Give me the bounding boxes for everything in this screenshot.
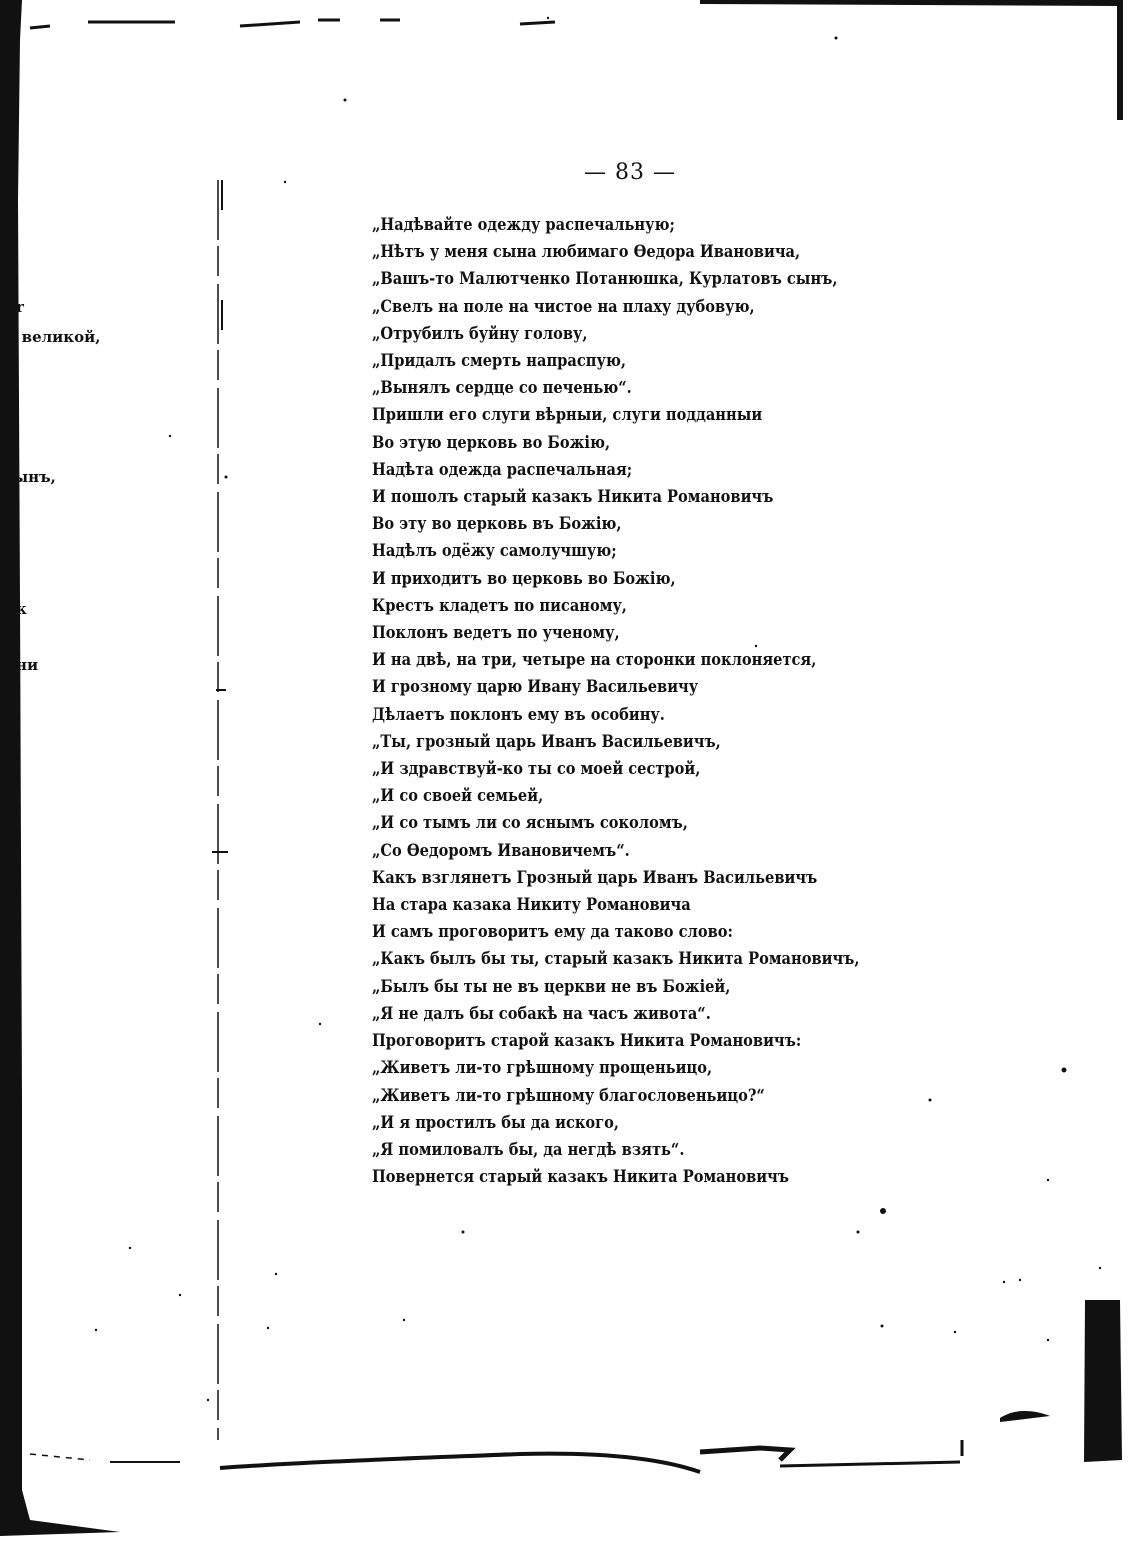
margin-fragment: к [16, 600, 27, 618]
poem-line: „Отрубилъ буйну голову, [372, 323, 588, 344]
poem-line: „Какъ былъ бы ты, старый казакъ Никита Романовичъ, [372, 949, 860, 970]
poem-line: „Живетъ ли-то грѣшному благословеньицо?“ [372, 1085, 765, 1106]
poem-line: „И здравствуй-ко ты со моей сестрой, [372, 759, 701, 780]
bottom-right-blot [1000, 1411, 1050, 1422]
poem-line: Надѣлъ одёжу самолучшую; [372, 541, 617, 562]
fold-line [212, 180, 228, 1440]
poem-line: „И со тымъ ли со яснымъ соколомъ, [372, 813, 688, 834]
poem-line: „Былъ бы ты не въ церкви не въ Божіей, [372, 976, 731, 997]
poem-line: „Вынялъ сердце со печенью“. [372, 378, 632, 399]
poem-line: „Живетъ ли-то грѣшному прощеньицо, [372, 1058, 713, 1079]
poem-line: И грозному царю Ивану Васильевичу [372, 677, 699, 698]
poem-text [372, 212, 932, 1191]
poem-line: И на двѣ, на три, четыре на сторонки поклоняется, [372, 650, 817, 671]
poem-line: Во эту во церковь въ Божію, [372, 514, 622, 535]
poem-line: „Нѣтъ у меня сына любимаго Өедора Ивановича, [372, 242, 801, 263]
poem-line: Повернется старый казакъ Никита Романовичъ [372, 1167, 790, 1188]
poem-line: И пошолъ старый казакъ Никита Романовичъ [372, 487, 774, 508]
margin-fragment: сынъ, [4, 468, 56, 486]
margin-fragment: ни [16, 656, 39, 674]
poem-line: И приходитъ во церковь во Божію, [372, 568, 676, 589]
margin-fragment: в великой, [6, 328, 101, 346]
poem-line: „Я помиловалъ бы, да негдѣ взять“. [372, 1139, 685, 1160]
poem-line: „Со Өедоромъ Ивановичемъ“. [372, 840, 630, 861]
left-binding-edge [0, 0, 120, 1536]
poem-line: Во этую церковь во Божію, [372, 432, 611, 453]
poem-line: Поклонъ ведетъ по ученому, [372, 623, 620, 644]
top-right-border [700, 0, 1120, 10]
right-edge-bar [1117, 0, 1123, 120]
poem-line: „Ты, грозный царь Иванъ Васильевичъ, [372, 731, 721, 752]
poem-line: „Свелъ на поле на чистое на плаху дубовую, [372, 296, 755, 317]
poem-line: И самъ проговоритъ ему да таково слово: [372, 922, 733, 943]
top-edge-marks [30, 20, 555, 28]
page-number: — 83 — [584, 160, 676, 185]
poem-line: „И я простилъ бы да иского, [372, 1112, 619, 1133]
margin-fragment: r [16, 298, 24, 316]
poem-line: Какъ взглянетъ Грозный царь Иванъ Васильевичъ [372, 867, 818, 888]
poem-line: „Я не далъ бы собакѣ на часъ живота“. [372, 1003, 711, 1024]
poem-line: Дѣлаетъ поклонъ ему въ особину. [372, 704, 665, 725]
poem-line: Пришли его слуги вѣрныи, слуги подданныи [372, 405, 763, 426]
poem-line: Крестъ кладетъ по писаному, [372, 595, 627, 616]
poem-line: На стара казака Никиту Романовича [372, 895, 691, 916]
poem-line: „Придалъ смерть напраспую, [372, 351, 626, 372]
poem-line: Надѣта одежда распечальная; [372, 459, 633, 480]
bottom-edge [30, 1448, 960, 1472]
poem-line: „Надѣвайте одежду распечальную; [372, 215, 675, 235]
right-corner-shadow [1084, 1300, 1122, 1462]
poem-line: „И со своей семьей, [372, 786, 544, 807]
poem-line: Проговоритъ старой казакъ Никита Романовичъ: [372, 1031, 802, 1052]
poem-line: „Вашъ-то Малютченко Потанюшка, Курлатовъ сынъ, [372, 269, 838, 290]
